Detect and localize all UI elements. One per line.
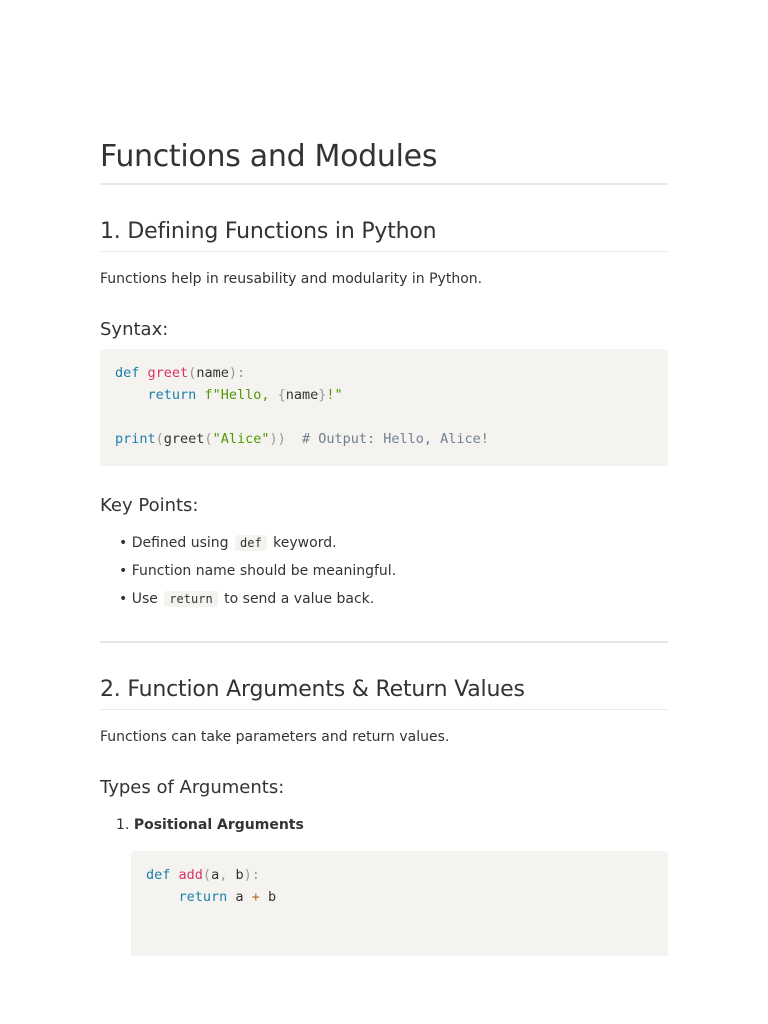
code-argument: b — [227, 867, 244, 883]
code-keyword: def — [115, 365, 140, 381]
list-item: • Defined using def keyword. — [119, 535, 337, 551]
list-item-text: to send a value back. — [224, 591, 375, 607]
code-builtin: print — [115, 431, 156, 447]
code-punctuation: ( — [188, 365, 197, 381]
code-argument: a — [227, 889, 252, 905]
code-argument: name — [196, 365, 229, 381]
section-2-heading: 2. Function Arguments & Return Values — [100, 677, 525, 702]
list-item: • Use return to send a value back. — [119, 591, 375, 607]
section-1-heading: 1. Defining Functions in Python — [100, 219, 437, 244]
code-indent — [146, 889, 179, 905]
code-string: "Alice" — [212, 431, 270, 447]
section-2-intro: Functions can take parameters and return values. — [100, 729, 450, 745]
code-operator: + — [251, 889, 260, 905]
list-number: 1. — [116, 817, 130, 833]
code-punctuation: ): — [228, 365, 246, 381]
list-item-text: Use — [131, 591, 158, 607]
code-line-2 — [146, 887, 276, 907]
section-1-intro: Functions help in reusability and modularity in Python. — [100, 271, 483, 287]
list-item: • Function name should be meaningful. — [119, 563, 397, 579]
list-item-text: Defined using — [131, 535, 229, 551]
code-keyword: def — [146, 867, 171, 883]
inline-code: def — [235, 535, 267, 551]
section-2-divider — [100, 709, 668, 710]
code-punctuation: ( — [204, 431, 213, 447]
code-keyword: return — [147, 387, 197, 403]
types-of-arguments-heading: Types of Arguments: — [100, 777, 285, 798]
syntax-code-block — [100, 349, 668, 466]
title-divider — [100, 183, 668, 185]
code-line-1 — [115, 363, 245, 383]
code-punctuation: ): — [243, 867, 260, 883]
syntax-heading: Syntax: — [100, 319, 169, 340]
key-points-heading: Key Points: — [100, 495, 199, 516]
code-string: !" — [326, 387, 343, 403]
code-indent — [115, 387, 148, 403]
code-line-1 — [146, 865, 260, 885]
code-punctuation: , — [219, 867, 228, 883]
code-punctuation: ( — [202, 867, 212, 883]
code-line-4 — [115, 429, 489, 449]
code-punctuation: ( — [155, 431, 164, 447]
code-comment: # Output: Hello, Alice! — [285, 431, 489, 447]
ordered-list-item — [116, 815, 304, 835]
code-keyword: return — [178, 889, 228, 905]
code-punctuation: } — [318, 387, 327, 403]
code-function-name: greet — [147, 365, 189, 381]
section-separator — [100, 641, 668, 643]
code-punctuation: { — [277, 387, 286, 403]
code-line-2 — [115, 385, 343, 405]
inline-code: return — [164, 591, 217, 607]
list-item-text: keyword. — [273, 535, 337, 551]
code-argument: b — [259, 889, 277, 905]
page-title: Functions and Modules — [100, 139, 438, 174]
code-argument: name — [285, 387, 319, 403]
code-call: greet — [163, 431, 205, 447]
code-punctuation: )) — [269, 431, 286, 447]
code-argument: a — [211, 867, 220, 883]
list-item-title: Positional Arguments — [133, 817, 304, 833]
code-function-name: add — [178, 867, 203, 883]
list-item-text: Function name should be meaningful. — [131, 563, 397, 579]
code-string: f"Hello, — [204, 387, 278, 403]
positional-code-block — [131, 851, 668, 956]
section-1-divider — [100, 251, 668, 252]
